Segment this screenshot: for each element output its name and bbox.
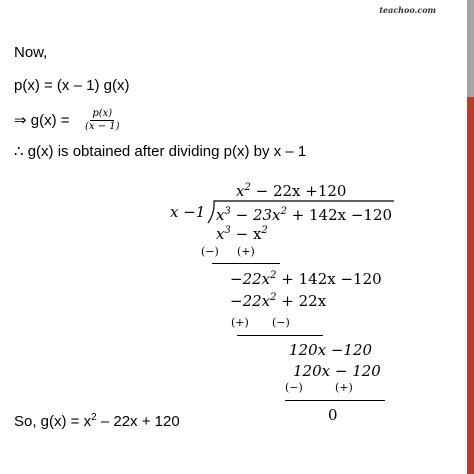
step2-subtrahend: $-22x^2 + 22x$ [230,292,327,310]
equation-line: p(x) = (x – 1) g(x) [14,77,130,94]
sidebar-red-bar [467,97,474,474]
teachoo-watermark: teachoo.com [379,5,436,15]
final-remainder: 0 [328,406,338,424]
step3-subtrahend: 120x − 120 [293,362,381,380]
step1-subtrahend: $x^3 - x^2$ [216,225,268,243]
dividend: $x^3 - 23x^2 + 142x -120$ [216,206,393,224]
fraction [85,108,120,133]
fraction-denominator: (x − 1) [85,121,120,132]
sidebar-gray-bar [467,0,474,97]
step1-sign-minus: (−) [201,245,219,258]
therefore-line: ∴ g(x) is obtained after dividing p(x) by x – 1 [14,143,307,160]
step2-sign-minus: (−) [272,316,290,329]
step2-sign-plus: (+) [231,316,249,329]
now-line: Now, [14,44,48,61]
answer-line: So, $g(x) = x^2 - 22x + 120$ [14,412,180,430]
step3-sign-plus: (+) [335,381,353,394]
quotient: $x^2 - 22x +120$ [236,182,347,200]
remainder1: $-22x^2 + 142x -120$ [230,270,382,288]
remainder2: 120x −120 [289,341,373,359]
step3-sign-minus: (−) [285,381,303,394]
divisor: x −1 [170,203,206,221]
implies-line: ⇒ g(x) = [14,112,70,129]
step1-sign-plus: (+) [237,245,255,258]
fraction-numerator: p(x) [92,108,113,119]
step2-rule [237,335,323,336]
step1-rule [212,263,280,264]
step3-rule [285,400,385,401]
